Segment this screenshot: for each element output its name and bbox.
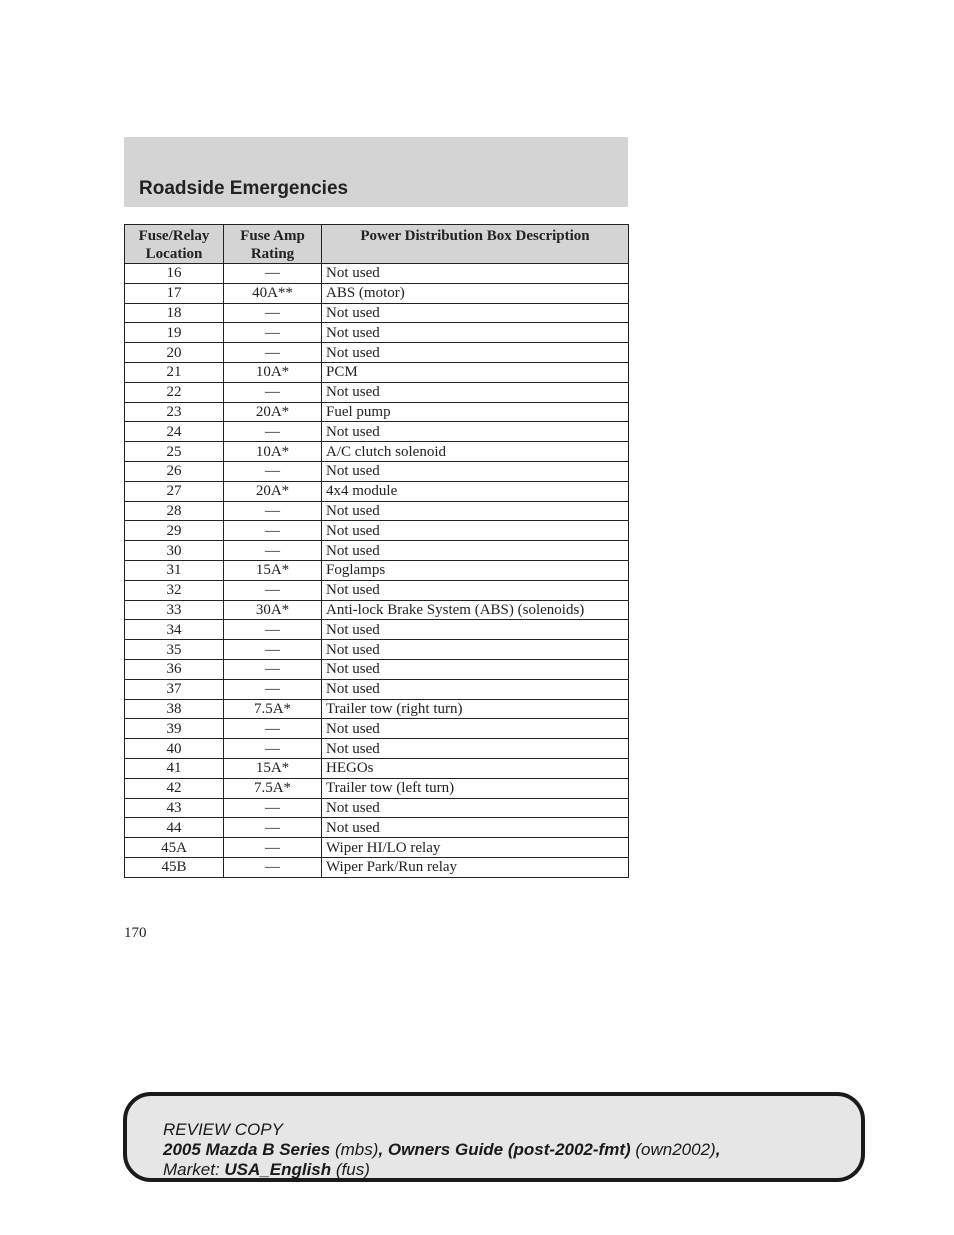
section-title: Roadside Emergencies bbox=[139, 178, 349, 199]
rating-cell: 15A* bbox=[224, 758, 322, 778]
description-cell: Not used bbox=[322, 719, 629, 739]
description-cell: A/C clutch solenoid bbox=[322, 442, 629, 462]
rating-cell: — bbox=[224, 818, 322, 838]
description-cell: Not used bbox=[322, 501, 629, 521]
description-cell: Not used bbox=[322, 382, 629, 402]
table-row bbox=[125, 620, 629, 640]
table-row bbox=[125, 402, 629, 422]
description-cell: PCM bbox=[322, 362, 629, 382]
guide-code: (own2002) bbox=[630, 1140, 716, 1159]
table-row bbox=[125, 382, 629, 402]
description-cell: Not used bbox=[322, 818, 629, 838]
header-location: Fuse/Relay Location bbox=[125, 225, 224, 264]
location-cell: 16 bbox=[125, 264, 224, 284]
description-cell: Not used bbox=[322, 461, 629, 481]
rating-cell: — bbox=[224, 303, 322, 323]
location-cell: 36 bbox=[125, 659, 224, 679]
description-cell: Wiper HI/LO relay bbox=[322, 838, 629, 858]
table-row bbox=[125, 838, 629, 858]
description-cell: Wiper Park/Run relay bbox=[322, 857, 629, 877]
rating-cell: — bbox=[224, 541, 322, 561]
location-cell: 17 bbox=[125, 283, 224, 303]
description-cell: Trailer tow (left turn) bbox=[322, 778, 629, 798]
rating-cell: — bbox=[224, 739, 322, 759]
market-code: (fus) bbox=[331, 1160, 370, 1179]
fuse-table bbox=[124, 224, 629, 878]
description-cell: Not used bbox=[322, 739, 629, 759]
description-cell: 4x4 module bbox=[322, 481, 629, 501]
description-cell: Not used bbox=[322, 323, 629, 343]
rating-cell: — bbox=[224, 323, 322, 343]
model-code: (mbs) bbox=[330, 1140, 379, 1159]
location-cell: 21 bbox=[125, 362, 224, 382]
rating-cell: — bbox=[224, 798, 322, 818]
table-row bbox=[125, 343, 629, 363]
rating-cell: — bbox=[224, 501, 322, 521]
location-cell: 41 bbox=[125, 758, 224, 778]
table-row bbox=[125, 659, 629, 679]
location-cell: 25 bbox=[125, 442, 224, 462]
location-cell: 32 bbox=[125, 580, 224, 600]
location-cell: 23 bbox=[125, 402, 224, 422]
rating-cell: — bbox=[224, 640, 322, 660]
market-name: USA_English bbox=[224, 1160, 332, 1179]
table-row bbox=[125, 739, 629, 759]
table-row bbox=[125, 442, 629, 462]
rating-cell: 30A* bbox=[224, 600, 322, 620]
rating-cell: — bbox=[224, 343, 322, 363]
section-header bbox=[124, 137, 628, 207]
rating-cell: 7.5A* bbox=[224, 778, 322, 798]
rating-cell: — bbox=[224, 838, 322, 858]
location-cell: 39 bbox=[125, 719, 224, 739]
review-copy-box bbox=[123, 1092, 865, 1182]
rating-cell: 20A* bbox=[224, 481, 322, 501]
table-row bbox=[125, 679, 629, 699]
rating-cell: — bbox=[224, 521, 322, 541]
guide-name: Owners Guide (post-2002-fmt) bbox=[387, 1140, 631, 1159]
market-label: Market: bbox=[163, 1160, 225, 1179]
location-cell: 33 bbox=[125, 600, 224, 620]
description-cell: Foglamps bbox=[322, 560, 629, 580]
location-cell: 29 bbox=[125, 521, 224, 541]
location-cell: 45B bbox=[125, 857, 224, 877]
description-cell: Not used bbox=[322, 679, 629, 699]
description-cell: Not used bbox=[322, 541, 629, 561]
table-body bbox=[125, 264, 629, 878]
location-cell: 27 bbox=[125, 481, 224, 501]
table-row bbox=[125, 818, 629, 838]
model-name: 2005 Mazda B Series bbox=[163, 1140, 331, 1159]
rating-cell: 20A* bbox=[224, 402, 322, 422]
description-cell: Not used bbox=[322, 303, 629, 323]
market-line bbox=[163, 1160, 861, 1180]
description-cell: Trailer tow (right turn) bbox=[322, 699, 629, 719]
rating-cell: — bbox=[224, 382, 322, 402]
table-row bbox=[125, 283, 629, 303]
description-cell: Not used bbox=[322, 521, 629, 541]
rating-cell: 15A* bbox=[224, 560, 322, 580]
table-row bbox=[125, 640, 629, 660]
table-row bbox=[125, 501, 629, 521]
description-cell: Not used bbox=[322, 798, 629, 818]
review-label: REVIEW COPY bbox=[163, 1120, 283, 1139]
rating-cell: — bbox=[224, 679, 322, 699]
description-cell: Not used bbox=[322, 343, 629, 363]
location-cell: 37 bbox=[125, 679, 224, 699]
document-info-line bbox=[163, 1140, 861, 1160]
location-cell: 34 bbox=[125, 620, 224, 640]
location-cell: 28 bbox=[125, 501, 224, 521]
description-cell: Not used bbox=[322, 264, 629, 284]
location-cell: 42 bbox=[125, 778, 224, 798]
rating-cell: — bbox=[224, 461, 322, 481]
location-cell: 24 bbox=[125, 422, 224, 442]
rating-cell: 10A* bbox=[224, 442, 322, 462]
rating-cell: — bbox=[224, 264, 322, 284]
location-cell: 44 bbox=[125, 818, 224, 838]
description-cell: Anti-lock Brake System (ABS) (solenoids) bbox=[322, 600, 629, 620]
table-row bbox=[125, 264, 629, 284]
description-cell: Not used bbox=[322, 659, 629, 679]
table-row bbox=[125, 778, 629, 798]
header-description: Power Distribution Box Description bbox=[322, 225, 629, 264]
table-row bbox=[125, 323, 629, 343]
location-cell: 18 bbox=[125, 303, 224, 323]
table-row bbox=[125, 521, 629, 541]
table-row bbox=[125, 422, 629, 442]
description-cell: Not used bbox=[322, 580, 629, 600]
table-row bbox=[125, 580, 629, 600]
rating-cell: 7.5A* bbox=[224, 699, 322, 719]
description-cell: HEGOs bbox=[322, 758, 629, 778]
table-row bbox=[125, 481, 629, 501]
table-row bbox=[125, 303, 629, 323]
location-cell: 22 bbox=[125, 382, 224, 402]
description-cell: Not used bbox=[322, 422, 629, 442]
table-row bbox=[125, 541, 629, 561]
table-row bbox=[125, 560, 629, 580]
location-cell: 43 bbox=[125, 798, 224, 818]
table-row bbox=[125, 758, 629, 778]
location-cell: 35 bbox=[125, 640, 224, 660]
location-cell: 26 bbox=[125, 461, 224, 481]
rating-cell: 10A* bbox=[224, 362, 322, 382]
location-cell: 38 bbox=[125, 699, 224, 719]
table-row bbox=[125, 857, 629, 877]
page-number: 170 bbox=[124, 925, 147, 941]
table-row bbox=[125, 362, 629, 382]
rating-cell: — bbox=[224, 620, 322, 640]
location-cell: 20 bbox=[125, 343, 224, 363]
table-row bbox=[125, 719, 629, 739]
location-cell: 30 bbox=[125, 541, 224, 561]
description-cell: Fuel pump bbox=[322, 402, 629, 422]
description-cell: Not used bbox=[322, 620, 629, 640]
rating-cell: — bbox=[224, 580, 322, 600]
rating-cell: — bbox=[224, 719, 322, 739]
rating-cell: — bbox=[224, 659, 322, 679]
table-row bbox=[125, 600, 629, 620]
location-cell: 45A bbox=[125, 838, 224, 858]
table-row bbox=[125, 461, 629, 481]
table-row bbox=[125, 699, 629, 719]
description-cell: Not used bbox=[322, 640, 629, 660]
separator: , bbox=[378, 1140, 388, 1159]
rating-cell: — bbox=[224, 857, 322, 877]
location-cell: 19 bbox=[125, 323, 224, 343]
rating-cell: — bbox=[224, 422, 322, 442]
table-row bbox=[125, 798, 629, 818]
rating-cell: 40A** bbox=[224, 283, 322, 303]
description-cell: ABS (motor) bbox=[322, 283, 629, 303]
location-cell: 31 bbox=[125, 560, 224, 580]
separator: , bbox=[715, 1140, 721, 1159]
table-header-row bbox=[125, 225, 629, 264]
header-rating: Fuse Amp Rating bbox=[224, 225, 322, 264]
location-cell: 40 bbox=[125, 739, 224, 759]
